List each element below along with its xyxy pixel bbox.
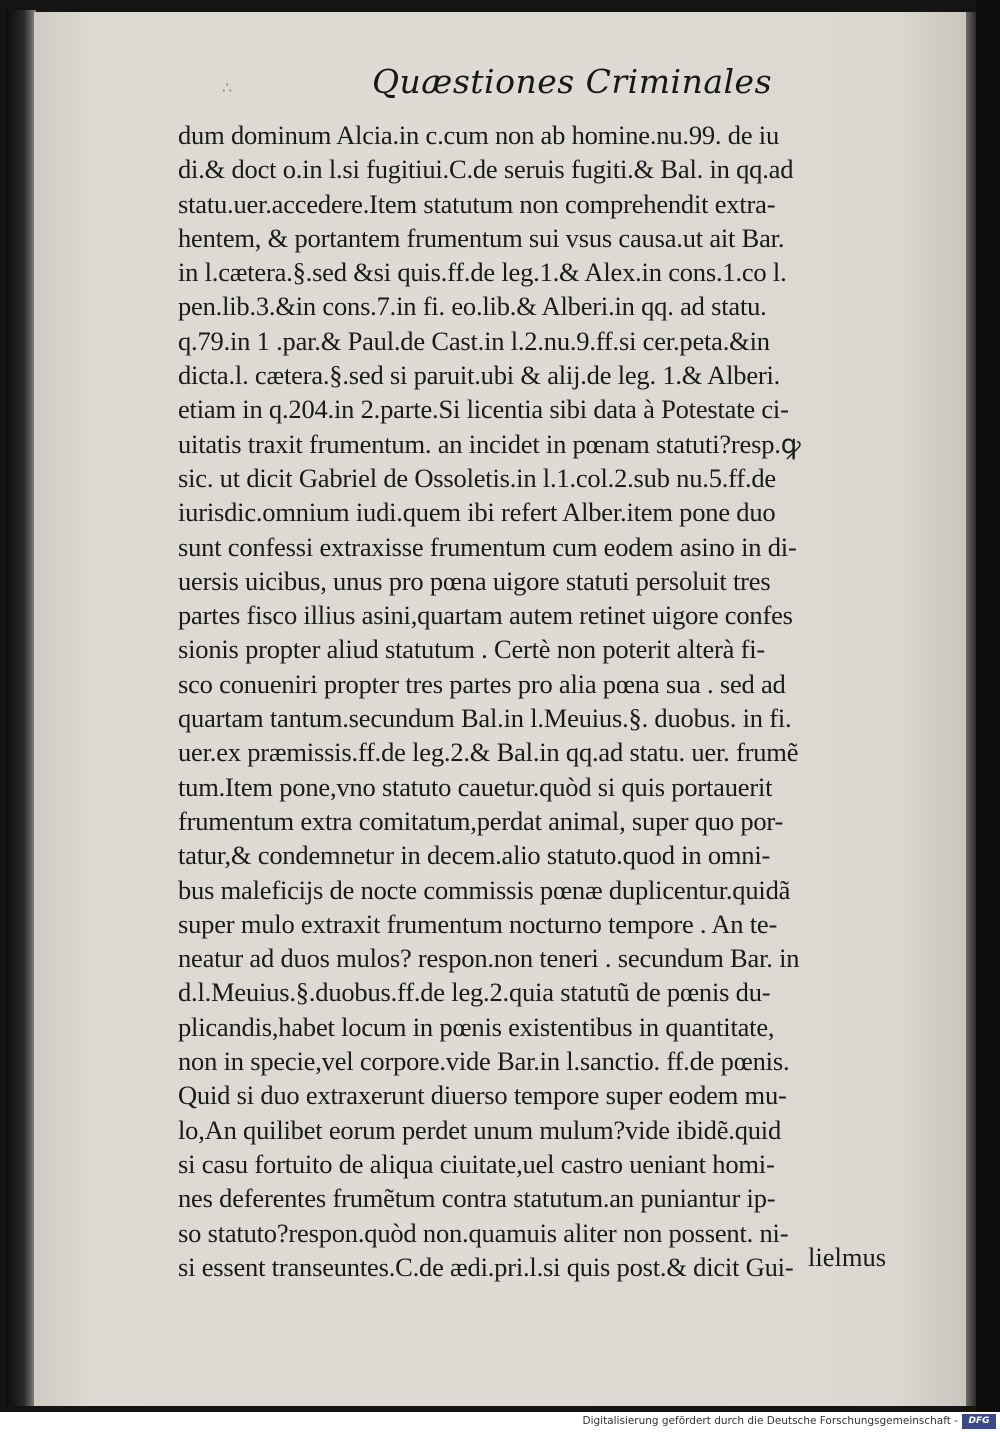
text-line: uer.ex præmissis.ff.de leg.2.& Bal.in qq.ad statu. uer. frumẽ <box>178 737 799 768</box>
text-line: dum dominum Alcia.in c.cum non ab homine.nu.99. de iu <box>178 120 780 150</box>
text-line: si essent transeuntes.C.de ædi.pri.l.si quis post.& dicit Gui- <box>178 1251 794 1282</box>
text-line: statu.uer.accedere.Item statutum non comprehendit extra- <box>178 188 776 219</box>
catchword: lielmus <box>808 1242 887 1272</box>
text-line: quartam tantum.secundum Bal.in l.Meuius.§. duobus. in fi. <box>178 703 792 734</box>
text-line: sic. ut dicit Gabriel de Ossoletis.in l.1.col.2.sub nu.5.ff.de <box>178 462 776 493</box>
text-line: plicandis,habet locum in pœnis existentibus in quantitate, <box>178 1011 775 1042</box>
funding-credit: Digitalisierung gefördert durch die Deutsche Forschungsgemeinschaft - <box>582 1415 958 1427</box>
text-line: hentem, & portantem frumentum sui vsus causa.ut ait Bar. <box>178 222 785 253</box>
text-line: sco conueniri propter tres partes pro alia pœna sua . sed ad <box>178 668 786 699</box>
text-line: sionis propter aliud statutum . Certè non poterit alterà fi- <box>178 634 766 665</box>
text-line: tatur,& condemnetur in decem.alio statuto.quod in omni- <box>178 840 771 871</box>
text-line: super mulo extraxit frumentum nocturno tempore . An te- <box>178 908 778 939</box>
body-text <box>178 118 938 1284</box>
text-line: nes deferentes frumẽtum contra statutum.an puniantur ip- <box>178 1183 776 1214</box>
text-line: Quid si duo extraxerunt diuerso tempore super eodem mu- <box>178 1080 787 1111</box>
text-line: d.l.Meuius.§.duobus.ff.de leg.2.quia statutũ de pœnis du- <box>178 977 771 1008</box>
text-line: si casu fortuito de aliqua ciuitate,uel castro ueniant homi- <box>178 1148 775 1179</box>
text-line: so statuto?respon.quòd non.quamuis aliter non possent. ni- <box>178 1217 789 1248</box>
text-line: dicta.l. cætera.§.sed si paruit.ubi & alij.de leg. 1.& Alberi. <box>178 360 781 391</box>
text-line: in l.cætera.§.sed &si quis.ff.de leg.1.& Alex.in cons.1.co l. <box>178 257 787 288</box>
text-line: iurisdic.omnium iudi.quem ibi refert Alber.item pone duo <box>178 497 776 528</box>
text-line: uitatis traxit frumentum. an incidet in pœnam statuti?resp.ꝙ <box>178 428 801 459</box>
footer-bar <box>0 1412 1000 1432</box>
text-line: q.79.in 1 .par.& Paul.de Cast.in l.2.nu.9.ff.si cer.peta.&in <box>178 325 770 356</box>
text-line: sunt confessi extraxisse frumentum cum eodem asino in di- <box>178 531 797 562</box>
text-line: lo,An quilibet eorum perdet unum mulum?vide ibidẽ.quid <box>178 1114 782 1145</box>
text-line: non in specie,vel corpore.vide Bar.in l.sanctio. ff.de pœnis. <box>178 1046 790 1077</box>
running-head: Quæstiones Criminales <box>372 62 773 101</box>
dfg-logo-icon: DFG <box>962 1414 996 1429</box>
text-line: pen.lib.3.&in cons.7.in fi. eo.lib.& Alberi.in qq. ad statu. <box>178 291 767 322</box>
page-ornament: ∴ <box>222 78 233 97</box>
text-line: uersis uicibus, unus pro pœna uigore statuti persoluit tres <box>178 565 771 596</box>
book-gutter-shadow <box>6 10 36 1406</box>
text-line: partes fisco illius asini,quartam autem retinet uigore confes <box>178 600 793 631</box>
text-line: frumentum extra comitatum,perdat animal, super quo por- <box>178 805 784 836</box>
scan-border-right <box>976 0 1000 1412</box>
text-line: tum.Item pone,vno statuto cauetur.quòd si quis portauerit <box>178 771 773 802</box>
text-line: etiam in q.204.in 2.parte.Si licentia sibi data à Potestate ci- <box>178 394 789 425</box>
text-line: di.& doct o.in l.si fugitiui.C.de seruis fugiti.& Bal. in qq.ad <box>178 154 794 185</box>
page-edge-right <box>966 12 976 1406</box>
text-line: bus maleficijs de nocte commissis pœnæ duplicentur.quidã <box>178 874 791 905</box>
text-line: neatur ad duos mulos? respon.non teneri . secundum Bar. in <box>178 943 800 974</box>
